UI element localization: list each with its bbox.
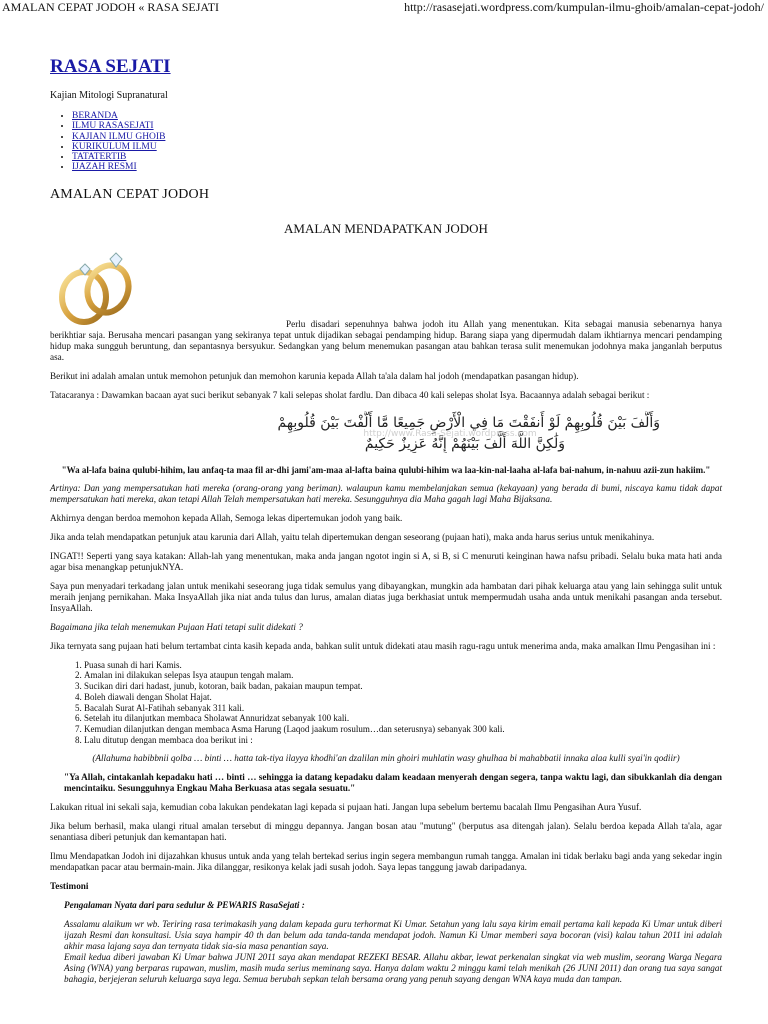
nav-item xyxy=(72,152,722,162)
paragraph: Ilmu Mendapatkan Jodoh ini dijazahkan khusus untuk anda yang telah bertekad serius ingin segera membangun rumah tangga. Amalan ini tidak berlaku bagi anda yang sekedar ingin mendapatkan pacar atau bermain-main. Jika dilanggar, resikonya kelak jadi susah jodoh. Saya lepas tanggung jawab daripadanya. xyxy=(50,851,722,873)
paragraph: Jika anda telah mendapatkan petunjuk atau karunia dari Allah, yaitu telah dipertemukan dengan seseorang (pujaan hati), maka anda harus serius untuk menikahinya. xyxy=(50,531,655,542)
site-tagline: Kajian Mitologi Supranatural xyxy=(50,90,168,101)
wedding-rings-icon xyxy=(50,247,140,331)
paragraph: Berikut ini adalah amalan untuk memohon petunjuk dan memohon karunia kepada Allah ta'ala dalam hal jodoh (mendapatkan pasangan hidup). xyxy=(50,370,579,381)
arabic-verse-line-2: وَلَٰكِنَّ اللَّهَ أَلَّفَ بَيْنَهُمْ إِنَّهُ عَزِيزٌ حَكِيمٌ xyxy=(364,435,565,452)
wedding-rings-image xyxy=(50,247,722,331)
nav-item xyxy=(72,162,722,172)
paragraph: Akhirnya dengan berdoa memohon kepada Allah, Semoga lekas dipertemukan jodoh yang baik. xyxy=(50,512,403,523)
main-nav xyxy=(50,111,722,173)
translation-paragraph: Artinya: Dan yang mempersatukan hati mereka (orang-orang yang beriman). walaupun kamu membelanjakan semua (kekayaan) yang berada di bumi, niscaya kamu tidak dapat mempersatukan hati mereka, akan tetapi Allah Telah mempersatukan hati mereka. Sesungguhnya dia Maha gagah lagi Maha Bijaksana. xyxy=(50,482,722,504)
arabic-verse-image xyxy=(235,411,665,453)
testimoni-heading: Testimoni xyxy=(50,881,89,892)
nav-link-ijazah-resmi[interactable]: IJAZAH RESMI xyxy=(72,162,137,173)
nav-link-ilmu-rasasejati[interactable]: ILMU RASASEJATI xyxy=(72,121,154,132)
list-item: 5. Bacalah Surat Al-Fatihah sebanyak 311 kali. xyxy=(84,703,722,714)
list-item: 4. Boleh diawali dengan Sholat Hajat. xyxy=(84,692,722,703)
nav-link-beranda[interactable]: BERANDA xyxy=(72,111,118,121)
doa-meaning: "Ya Allah, cintakanlah kepadaku hati … binti … sehingga ia datang kepadaku dalam keadaan menyerah dengan segera, tanpa waktu lagi, dan sibukkanlah dia dengan mencintaiku. Sesungguhnya Engkau Maha Berkuasa atas segala sesuatu." xyxy=(64,772,722,794)
nav-item xyxy=(72,111,722,121)
tatacara-paragraph: Tatacaranya : Dawamkan bacaan ayat suci berikut sebanyak 7 kali selepas sholat fardlu. Dan dibaca 40 kali selepas sholat Isya. Bacaannya adalah sebagai berikut : xyxy=(50,389,650,400)
list-item: 2. Amalan ini dilakukan selepas Isya ataupun tengah malam. xyxy=(84,670,722,681)
nav-item xyxy=(72,142,722,152)
arabic-verse-line-1: وَأَلَّفَ بَيْنَ قُلُوبِهِمْ لَوْ أَنفَقْتَ مَا فِي الْأَرْضِ جَمِيعًا مَّا أَلَّفْتَ بَيْنَ قُلُوبِهِمْ xyxy=(277,414,660,431)
print-page-url: http://rasasejati.wordpress.com/kumpulan-ilmu-ghoib/amalan-cepat-jodoh/ xyxy=(404,0,764,14)
print-page-title: AMALAN CEPAT JODOH « RASA SEJATI xyxy=(2,0,220,14)
list-item: 7. Kemudian dilanjutkan dengan membaca Asma Harung (Laqod jaakum rosulum…dan seterusnya) sebanyak 300 kali. xyxy=(84,724,722,735)
list-item: 6. Setelah itu dilanjutkan membaca Sholawat Annuridzat sebanyak 100 kali. xyxy=(84,713,722,724)
ritual-steps-list xyxy=(50,660,722,746)
testimoni-paragraph: Email kedua diberi jawaban Ki Umar bahwa JUNI 2011 saya akan mendapat REZEKI BESAR. Allahu akbar, lewat perkenalan singkat via web muslim, seorang Warga Negara Asing (WNA) yang berparas rupawan, muslim, masih muda serius meminang saya. Hanya dalam waktu 2 minggu kami telah menikah (26 JUNI 2011) dan orang tua saya sangat bahagia, berjejeran seluruh keluarga saya lega. Semua berubah sepkan telah bersama orang yang penuh sayang dengan WNA kaya muda dan tampan. xyxy=(64,952,722,985)
paragraph: Jika belum berhasil, maka ulangi ritual amalan tersebut di minggu depannya. Jangan bosan atau "mutung" (berputus asa ditengah jalan). Selalu berdoa kepada Allah ta'ala, agar senantiasa diberi petunjuk dan kemantapan hati. xyxy=(50,821,722,843)
paragraph: INGAT!! Seperti yang saya katakan: Allah-lah yang menentukan, maka anda jangan ngotot ingin si A, si B, si C menuruti keinginan hawa nafsu pribadi. Selalu buka mata hati anda agar bisa menangkap petunjukNYA. xyxy=(50,550,722,572)
list-item: 1. Puasa sunah di hari Kamis. xyxy=(84,660,722,671)
arabic-verse xyxy=(235,411,665,453)
testimoni-title: Pengalaman Nyata dari para sedulur & PEWARIS RasaSejati : xyxy=(64,900,305,911)
page-content xyxy=(50,56,722,985)
paragraph: Jika ternyata sang pujaan hati belum tertambat cinta kasih kepada anda, bahkan sulit untuk didekati atau masih ragu-ragu untuk menerima anda, maka amalkan Ilmu Pengasihan ini : xyxy=(50,640,716,651)
intro-paragraph: Perlu disadari sepenuhnya bahwa jodoh itu Allah yang menentukan. Kita sebagai manusia sebenarnya hanya berikhtiar saja. Berusaha mencari pasangan yang sekiranya tepat untuk dijadikan sebagai pendamping hidup. Barang siapa yang dipermudah dalam ikhtiarnya mencari pendamping hidup maka sungguh beruntung, dan sepantasnya bersyukur. Sedangkan yang belum menemukan pasangan atau bahkan terasa sulit menemukan jodohnya maka janganlah berputus asa. xyxy=(50,318,722,362)
list-item: 3. Sucikan diri dari hadast, junub, kotoran, baik badan, pakaian maupun tempat. xyxy=(84,681,722,692)
post-title: AMALAN CEPAT JODOH xyxy=(50,186,210,202)
nav-item xyxy=(72,132,722,142)
site-title-link[interactable]: RASA SEJATI xyxy=(50,56,171,77)
nav-link-kurikulum-ilmu[interactable]: KURIKULUM ILMU xyxy=(72,141,157,152)
question-heading: Bagaimana jika telah menemukan Pujaan Hati tetapi sulit didekati ? xyxy=(50,621,303,632)
paragraph: Lakukan ritual ini sekali saja, kemudian coba lakukan pendekatan lagi kepada si pujaan hati. Jangan lupa sebelum bertemu bacalah Ilmu Pengasihan Aura Yusuf. xyxy=(50,802,642,813)
list-item: 8. Lalu ditutup dengan membaca doa berikut ini : xyxy=(84,735,722,746)
doa-latin: (Allahuma habibbnii qolba … binti … hatta tak-tiya ilayya khodhi'an dzalilan min ghoiri muhlatin wasy ghulhaa bi mahabbatii innaka alaa kulli syai'in qodiir) xyxy=(92,753,680,764)
print-header xyxy=(0,0,768,14)
paragraph: Saya pun menyadari terkadang jalan untuk menikahi seseorang juga tidak semulus yang dibayangkan, mungkin ada hambatan dari pihak keluarga atau yang lain sehingga sulit untuk meraih jenjang pernikahan. Maka InsyaAllah jika niat anda tulus dan lurus, amalan diatas juga berkhasiat untuk mempermudah usaha anda untuk menikahi pasangan anda tersebut. InsyaAllah. xyxy=(50,580,722,613)
nav-link-tatatertib[interactable]: TATATERTIB xyxy=(72,152,127,163)
transliteration: "Wa al-lafa baina qulubi-hihim, lau anfaq-ta maa fil ar-dhi jami'am-maa al-lafta baina qulubi-hihim wa laa-kin-nal-laaha al-lafa bai-nahum, in-nahuu azii-zun hakiim." xyxy=(61,464,711,475)
nav-link-kajian-ilmu-ghoib[interactable]: KAJIAN ILMU GHOIB xyxy=(72,131,166,142)
post-subtitle: AMALAN MENDAPATKAN JODOH xyxy=(284,220,488,236)
testimoni-paragraph: Assalamu alaikum wr wb. Teriring rasa terimakasih yang dalam kepada guru terhormat Ki Umar. Setahun yang lalu saya kirim email pertama kali kepada Ki Umar untuk diberi ijazah Resmi dan konsultasi. Usia saya hampir 40 th dan belum ada tanda-tanda mendapat jodoh. Namun Ki Umar memberi saya bocoran (visi) kalau tahun 2011 ini adalah akhir masa lajang saya dan ternyata tidak sia-sia masa penantian saya. xyxy=(64,919,722,952)
watermark-url: http://www.Rasa-Sejati.wordpress.com xyxy=(363,428,537,439)
nav-item xyxy=(72,121,722,131)
